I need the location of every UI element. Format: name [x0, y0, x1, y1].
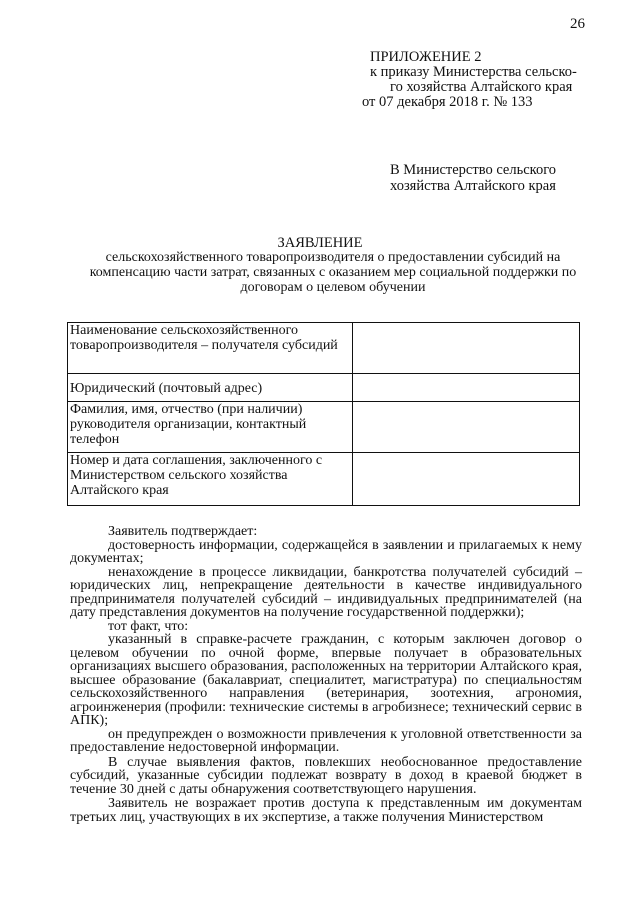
appendix-title: ПРИЛОЖЕНИЕ 2: [370, 49, 482, 65]
addressee-block: [390, 162, 556, 194]
table-row: [68, 453, 580, 506]
row-value-director[interactable]: [353, 402, 580, 453]
row-value-agreement[interactable]: [353, 453, 580, 506]
table-row: [68, 402, 580, 453]
table-row: [68, 323, 580, 374]
row-label-director: Фамилия, имя, отчество (при наличии) руководителя организации, контактный телефон: [68, 402, 353, 453]
row-label-agreement: Номер и дата соглашения, заключенного с Министерством сельского хозяйства Алтайского края: [68, 453, 353, 506]
appendix-date-line: от 07 декабря 2018 г. № 133: [362, 94, 533, 110]
paragraph: ненахождение в процессе ликвидации, банкротства получателей субсидий – юридических лиц, непрекращение деятельности в качестве индивидуального предпринимателя получателей субсидий – индивидуальных предпринимателей (на дату представления документов на получение государственной поддержки);: [70, 564, 582, 620]
document-subtitle: сельскохозяйственного товаропроизводителя о предоставлении субсидий на компенсацию части затрат, связанных с оказанием мер социальной поддержки по договорам о целевом обучении: [89, 250, 577, 295]
row-value-producer-name[interactable]: [353, 323, 580, 374]
addressee-line-2: хозяйства Алтайского края: [390, 178, 556, 194]
appendix-ministry-line: го хозяйства Алтайского края: [390, 79, 573, 95]
paragraph: В случае выявления фактов, повлекших необоснованное предоставление субсидий, указанные субсидии подлежат возврату в доход в краевой бюджет в течение 30 дней с даты обнаружения соответствующего нарушения.: [70, 754, 582, 797]
paragraph: тот факт, что:: [108, 618, 189, 634]
body-text: [70, 525, 582, 824]
appendix-header: [362, 50, 577, 110]
applicant-info-table: [67, 322, 580, 506]
page-number: 26: [570, 16, 585, 32]
paragraph: указанный в справке-расчете гражданин, с которым заключен договор о целевом обучении по очной форме, впервые получает в образовательных организациях высшего образования, расположенных на территории Алтайского края, высшее образование (бакалавриат, специалитет, магистратура) по специальностям сельскохозяйственного направления (ветеринария, зоотехния, агрономия, агроинженерия (профили: технические системы в агробизнесе; технический сервис в АПК);: [70, 632, 582, 728]
table-row: [68, 374, 580, 402]
row-label-legal-address: Юридический (почтовый адрес): [68, 374, 353, 402]
row-value-legal-address[interactable]: [353, 374, 580, 402]
paragraph: Заявитель не возражает против доступа к представленным им документам третьих лиц, участвующих в их экспертизе, а также получения Министерством: [70, 796, 582, 825]
paragraph: Заявитель подтверждает:: [108, 524, 258, 539]
addressee-line-1: В Министерство сельского: [390, 162, 557, 178]
paragraph: достоверность информации, содержащейся в заявлении и прилагаемых к нему документах;: [70, 537, 582, 566]
paragraph: он предупрежден о возможности привлечения к уголовной ответственности за предоставление недостоверной информации.: [70, 726, 582, 755]
document-title: ЗАЯВЛЕНИЕ: [277, 235, 363, 251]
appendix-order-line: к приказу Министерства сельско-: [370, 64, 577, 80]
row-label-producer-name: Наименование сельскохозяйственного товаропроизводителя – получателя субсидий: [68, 323, 353, 374]
